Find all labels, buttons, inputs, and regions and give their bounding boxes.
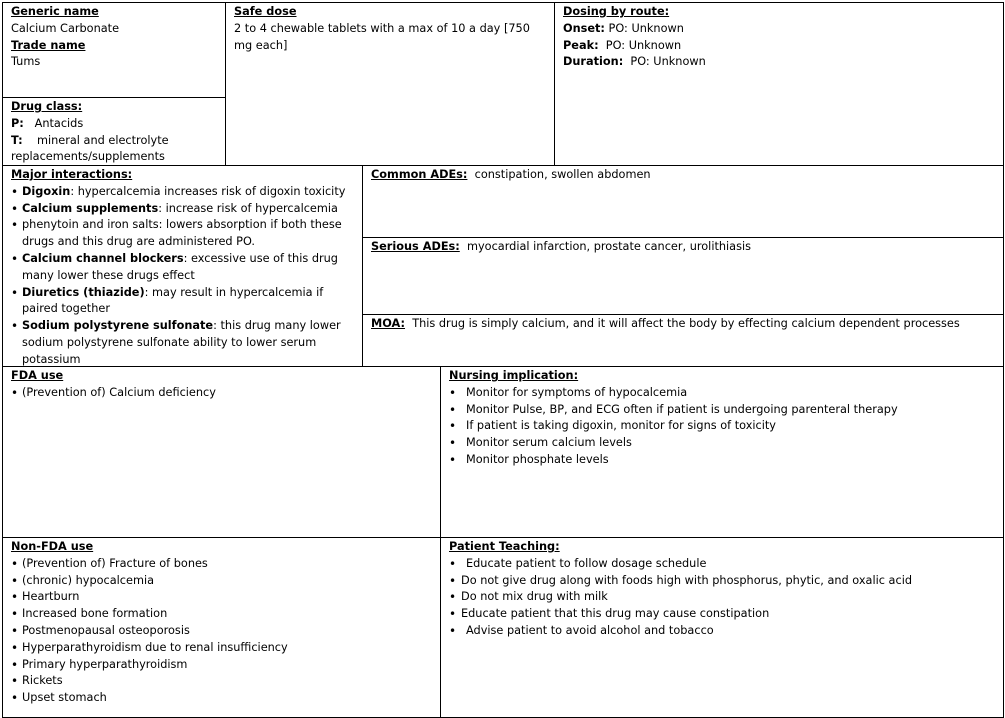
nursing-heading: Nursing implication: xyxy=(449,369,579,382)
teaching-cell xyxy=(440,537,1004,718)
major-interactions-cell xyxy=(2,165,363,367)
non-fda-list xyxy=(11,556,433,707)
moa-text: This drug is simply calcium, and it will affect the body by effecting calcium dependent processes xyxy=(412,317,960,330)
teaching-heading: Patient Teaching: xyxy=(449,540,560,553)
non-fda-item: • Primary hyperparathyroidism xyxy=(11,657,433,674)
generic-name-heading: Generic name xyxy=(11,5,99,18)
common-ades-cell xyxy=(362,165,1004,238)
drug-class-heading: Drug class: xyxy=(11,100,83,113)
non-fda-item: • Hyperparathyroidism due to renal insufficiency xyxy=(11,640,433,657)
common-ades-text: constipation, swollen abdomen xyxy=(474,168,651,181)
generic-name-value: Calcium Carbonate xyxy=(11,21,120,35)
teaching-item: • Do not mix drug with milk xyxy=(449,589,996,606)
non-fda-item: • Heartburn xyxy=(11,589,433,606)
serious-ades-text: myocardial infarction, prostate cancer, urolithiasis xyxy=(466,240,752,253)
duration-label: Duration: xyxy=(563,55,624,69)
major-interactions-heading: Major interactions: xyxy=(11,168,133,181)
serious-ades-cell xyxy=(362,237,1004,315)
non-fda-item: • (Prevention of) Fracture of bones xyxy=(11,556,433,573)
non-fda-item: • Upset stomach xyxy=(11,690,433,707)
peak-label: Peak: xyxy=(563,38,599,52)
serious-ades-heading: Serious ADEs: xyxy=(371,240,460,253)
safe-dose-heading: Safe dose xyxy=(234,5,297,18)
teaching-list xyxy=(449,556,996,640)
teaching-item: • Advise patient to avoid alcohol and tobacco xyxy=(449,623,996,640)
interaction-item: • Calcium channel blockers: excessive use of this drug many lower these drugs effect xyxy=(11,251,358,285)
safe-dose-text: 2 to 4 chewable tablets with a max of 10 a day [750 mg each] xyxy=(234,21,530,52)
nursing-list xyxy=(449,385,996,469)
interaction-item: • Digoxin: hypercalcemia increases risk of digoxin toxicity xyxy=(11,184,358,201)
non-fda-cell xyxy=(2,537,441,718)
nursing-cell xyxy=(440,366,1004,538)
drug-class-t-label: T: xyxy=(11,133,23,147)
interaction-item: • phenytoin and iron salts: lowers absorption if both these drugs and this drug are administered PO. xyxy=(11,217,358,251)
drug-class-p-value: Antacids xyxy=(34,116,84,130)
nursing-item: • Monitor for symptoms of hypocalcemia xyxy=(449,385,996,402)
identity-cell xyxy=(2,2,226,98)
peak-value: PO: Unknown xyxy=(605,38,682,52)
dosing-route-cell xyxy=(554,2,1004,166)
moa-heading: MOA: xyxy=(371,317,406,330)
nursing-item: • Monitor phosphate levels xyxy=(449,452,996,469)
non-fda-heading: Non-FDA use xyxy=(11,540,94,553)
fda-use-item: • (Prevention of) Calcium deficiency xyxy=(11,385,433,402)
safe-dose-cell xyxy=(225,2,555,166)
nursing-item: • Monitor serum calcium levels xyxy=(449,435,996,452)
non-fda-item: • Rickets xyxy=(11,673,433,690)
drug-class-p-label: P: xyxy=(11,116,24,130)
onset-label: Onset: xyxy=(563,21,605,35)
duration-value: PO: Unknown xyxy=(630,55,706,69)
interaction-item: • Calcium supplements: increase risk of hypercalcemia xyxy=(11,201,358,218)
non-fda-item: • (chronic) hypocalcemia xyxy=(11,573,433,590)
trade-name-value: Tums xyxy=(11,55,41,69)
non-fda-item: • Increased bone formation xyxy=(11,606,433,623)
teaching-item: • Do not give drug along with foods high with phosphorus, phytic, and oxalic acid xyxy=(449,573,996,590)
nursing-item: • Monitor Pulse, BP, and ECG often if patient is undergoing parenteral therapy xyxy=(449,402,996,419)
interaction-item: • Diuretics (thiazide): may result in hypercalcemia if paired together xyxy=(11,285,358,319)
drug-class-t-value: mineral and electrolyte replacements/supplements xyxy=(11,133,169,164)
onset-value: PO: Unknown xyxy=(608,21,684,35)
teaching-item: • Educate patient to follow dosage schedule xyxy=(449,556,996,573)
interaction-item: • Sodium polystyrene sulfonate: this drug many lower sodium polystyrene sulfonate ability to lower serum potassium xyxy=(11,318,358,367)
drug-class-cell xyxy=(2,97,226,166)
fda-use-heading: FDA use xyxy=(11,369,64,382)
major-interactions-list xyxy=(11,184,358,367)
moa-cell xyxy=(362,314,1004,367)
common-ades-heading: Common ADEs: xyxy=(371,168,468,181)
fda-use-cell xyxy=(2,366,441,538)
trade-name-heading: Trade name xyxy=(11,38,86,52)
non-fda-item: • Postmenopausal osteoporosis xyxy=(11,623,433,640)
teaching-item: • Educate patient that this drug may cause constipation xyxy=(449,606,996,623)
fda-use-list xyxy=(11,385,433,402)
dosing-route-heading: Dosing by route: xyxy=(563,5,670,18)
nursing-item: • If patient is taking digoxin, monitor for signs of toxicity xyxy=(449,418,996,435)
